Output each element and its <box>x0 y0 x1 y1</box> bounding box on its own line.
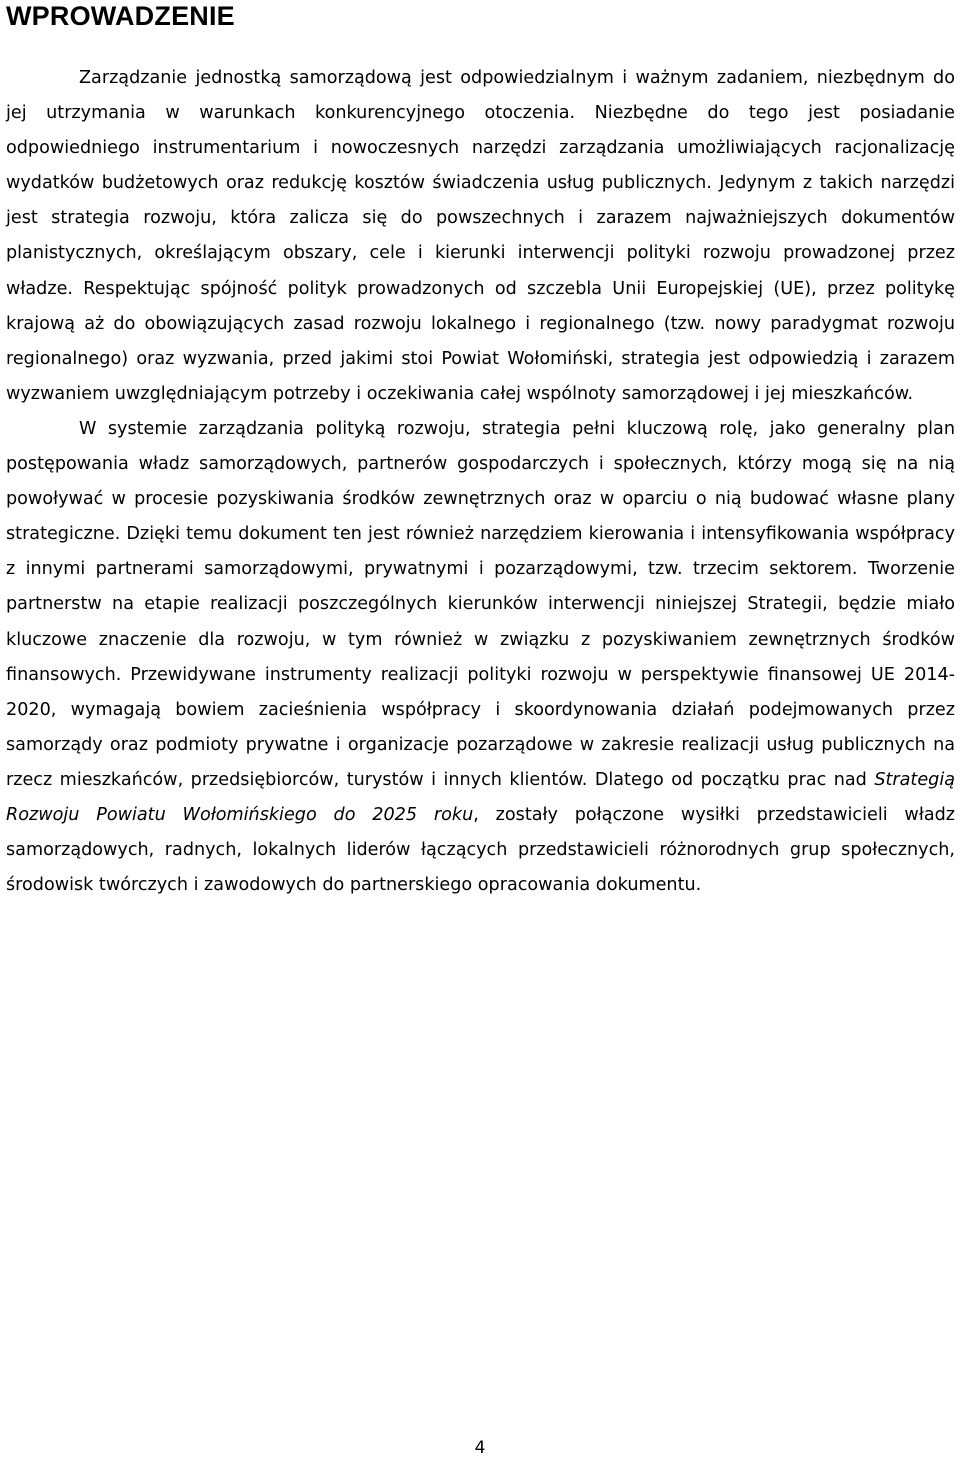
paragraph-1 <box>6 61 955 412</box>
paragraph-2-text-end: , zostały połączone wysiłki przedstawicieli władz samorządowych, radnych, lokalnych liderów łączących przedstawicieli różnorodnych grup społecznych, środowisk twórczych i zawodowych do partnerskiego opracowania dokumentu. <box>6 804 955 896</box>
body-text <box>6 61 955 903</box>
page-number: 4 <box>474 1438 486 1458</box>
paragraph-2 <box>6 412 955 903</box>
section-heading: WPROWADZENIE <box>6 1 235 31</box>
paragraph-1-text: Zarządzanie jednostką samorządową jest odpowiedzialnym i ważnym zadaniem, niezbędnym do jej utrzymania w warunkach konkurencyjnego otoczenia. Niezbędne do tego jest posiadanie odpowiedniego instrumentarium i nowoczesnych narzędzi zarządzania umożliwiających racjonalizację wydatków budżetowych oraz redukcję kosztów świadczenia usług publicznych. Jedynym z takich narzędzi jest strategia rozwoju, która zalicza się do powszechnych i zarazem najważniejszych dokumentów planistycznych, określającym obszary, cele i kierunki interwencji polityki rozwoju prowadzonej przez władze. Respektując spójność polityk prowadzonych od szczebla Unii Europejskiej (UE), przez politykę krajową aż do obowiązujących zasad rozwoju lokalnego i regionalnego (tzw. nowy paradygmat rozwoju regionalnego) oraz wyzwania, przed jakimi stoi Powiat Wołomiński, strategia jest odpowiedzią i zarazem wyzwaniem uwzględniającym potrzeby i oczekiwania całej wspólnoty samorządowej i jej mieszkańców. <box>6 68 955 404</box>
paragraph-2-text-start: W systemie zarządzania polityką rozwoju, strategia pełni kluczową rolę, jako generalny plan postępowania władz samorządowych, partnerów gospodarczych i społecznych, którzy mogą się na nią powoływać w procesie pozyskiwania środków zewnętrznych oraz w oparciu o nią budować własne plany strategiczne. Dzięki temu dokument ten jest również narzędziem kierowania i intensyfikowania współpracy z innymi partnerami samorządowymi, prywatnymi i pozarządowymi, tzw. trzecim sektorem. Tworzenie partnerstw na etapie realizacji poszczególnych kierunków interwencji niniejszej Strategii, będzie miało kluczowe znaczenie dla rozwoju, w tym również w związku z pozyskiwaniem zewnętrznych środków finansowych. Przewidywane instrumenty realizacji polityki rozwoju w perspektywie finansowej UE 2014-2020, wymagają bowiem zacieśnienia współpracy i skoordynowania działań podejmowanych przez samorządy oraz podmioty prywatne i organizacje pozarządowe w zakresie realizacji usług publicznych na rzecz mieszkańców, przedsiębiorców, turystów i innych klientów. Dlatego od początku prac nad <box>6 418 955 790</box>
strategy-title-italic: Strategią Rozwoju Powiatu Wołomińskiego do 2025 roku <box>6 769 955 825</box>
